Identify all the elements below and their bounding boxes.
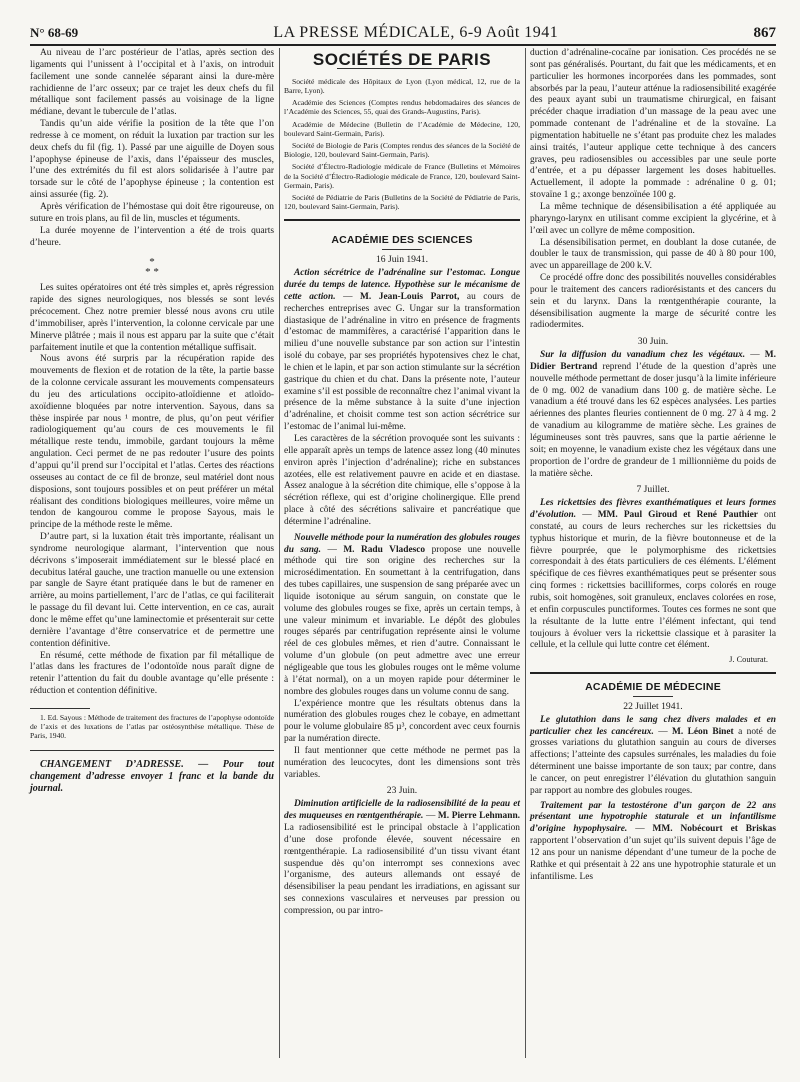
session-date: 16 Juin 1941.: [376, 254, 428, 266]
paragraph: La même technique de désensibilisation a été appliquée au pharyngo-larynx en utilisant comme excipient la glycérine, et à l’œil avec un collyre de même composition.: [530, 201, 776, 236]
column-3: [530, 48, 776, 884]
paragraph: duction d’adrénaline-cocaïne par ionisation. Ces procédés ne se sont pas généralisés. Pourtant, du fait que les médicaments, et en particulier les hormones incorporées dans les pommades, sont absorbés par la peau, l’auteur atténue la radiosensibilité exagérée des peaux ayant subi un traumatisme chirurgical, en faisant précéder chaque irradiation d’un massage de la peau avec une pommade contenant de l’adrénaline et de la stovaïne. La pigmentation habituelle ne s’étant pas produite chez les malades ainsi traités, l’auteur applique cette technique à des cancers graves, peu radiosensibles ou accessibles par une seule porte d’entrée, et a pu dépasser largement les doses habituelles. Actuellement, il adopte la pommade : adrénaline 0 g. 01; stovaïne 1 g.; axonge benzoïnée 100 g.: [530, 48, 776, 201]
divider: [530, 672, 776, 674]
article-subject: Action sécrétrice de l’adrénaline sur l’estomac. Longue durée du temps de latence. Hypothèse sur le mécanisme de cette action.: [284, 268, 520, 302]
article-author: M. Didier Bertrand: [530, 350, 776, 372]
paragraph: Les suites opératoires ont été très simples et, après régression rapide des signes neurologiques, nos blessés se sont levés précocement. Chez notre premier blessé nous avons cru utile d’immobiliser, après l’intervention, la colonne cervicale par une Minerve plâtrée ; mais il nous est apparu par la suite que c’était parfaitement inutile et que la contention métallique suffisait.: [30, 283, 274, 353]
column-divider: [279, 48, 280, 1058]
article-author: MM. Paul Giroud et René Pauthier: [597, 510, 758, 521]
paragraph: La durée moyenne de l’intervention a été de trois quarts d’heure.: [30, 225, 274, 248]
article-author: M. Pierre Lehmann.: [437, 811, 521, 822]
article-author: M. Léon Binet: [672, 726, 734, 737]
divider: [633, 696, 673, 697]
paragraph: Nous avons été surpris par la récupération rapide des mouvements de flexion et de rotation de la tête, la partie basse de la colonne cervicale assurant les mouvements compensateurs du jeu des articulations occipito-atloïdienne et atloïdo-axoïdienne bloquées par notre intervention. Sayous, dans sa thèse inspirée par nous ¹ montre, de plus, qu’on peut vérifier radiologiquement qu’au cours de ces mouvements le fil métallique reste tendu, immobile, gardant toujours la même angulation. Ceci permet de ne pas redouter l’usure des points d’appui qu’il prend sur l’occipital et l’atlas. Certes des réactions osseuses au contact de ce fil de bronze, seul matériel dont nous disposions, sont toujours possibles et on peut préférer un métal réalisant des conditions biologiques meilleures, voire même un tendon de kangourou comme le propose Sayous, mais le principe de la méthode reste le même.: [30, 354, 274, 531]
divider: [284, 219, 520, 221]
paragraph: Il faut mentionner que cette méthode ne permet pas la numération des leucocytes, dont les dimensions sont très variables.: [284, 745, 520, 780]
column-1: [30, 48, 274, 795]
article: Le glutathion dans le sang chez divers malades et en particulier chez les cancéreux. — M. Léon Binet a noté de grosses variations du glutathion sanguin au cours de diverses affections; l’atteinte des capsules surrénales, les maladies du foie déterminent une baisse importante de son taux; par contre, dans le cancer, on peut enregistrer l’élévation du glutathion sanguin par rapport au nombre des globules rouges.: [530, 714, 777, 796]
article-subject: Les rickettsies des fièvres exanthématiques et leurs formes d’évolution.: [530, 498, 776, 521]
article-author: M. Radu Vladesco: [343, 544, 426, 555]
article-subject: Nouvelle méthode pour la numération des globules rouges du sang.: [284, 532, 520, 555]
article: Nouvelle méthode pour la numération des globules rouges du sang. — M. Radu Vladesco propose une nouvelle méthode qui tire son origine des recherches sur la microsédimentation. En soumettant à la centrifugation, dans des tubes capillaires, une suspension de sang préparée avec un liquide isotonique au sérum sanguin, on constate que le volume des globules rouges se fixe, après un certain temps, à une valeur minimum et invariable. Le dépôt des globules rouges séparés par centrifugation représente ainsi le volume réel de ces globules mêmes, et rien d’autre. Connaissant le volume d’un globule (on peut admettre avec une erreur négligeable que tous les globules rouges ont le même volume à l’état normal), on a un moyen rapide pour déterminer le nombre des globules rouges dans un volume connu de sang.: [284, 532, 521, 697]
article-subject: Sur la diffusion du vanadium chez les végétaux.: [540, 350, 746, 361]
societies-title: SOCIÉTÉS DE PARIS: [312, 50, 492, 69]
session-date: 7 Juillet.: [636, 484, 670, 496]
section-title: ACADÉMIE DE MÉDECINE: [585, 681, 721, 694]
paragraph: Ce procédé offre donc des possibilités nouvelles considérables pour le traitement des cancers radiorésistants et des cancers du sein et du larynx. Dans la rœntgenthérapie courante, la désensibilisation augmente la marge de sécurité contre les radiodermites.: [530, 273, 776, 331]
section-stars: * * *: [145, 256, 159, 279]
paragraph: Au niveau de l’arc postérieur de l’atlas, après section des ligaments qui l’unissent à l’occipital et à l’axis, on introduit facilement une sonde cannelée séparant ainsi la dure-mère rachidienne de l’arc osseux; par ce trajet les deux chefs du fil métallique sont facilement passés au voisinage de la ligne médiane, devant le tubercule de l’atlas.: [30, 48, 274, 118]
list-item: Société médicale des Hôpitaux de Lyon (Lyon médical, 12, rue de la Barre, Lyon).: [284, 76, 520, 96]
article: Diminution artificielle de la radiosensibilité de la peau et des muqueuses en rœntgenthérapie. — M. Pierre Lehmann. La radiosensibilité est le principal obstacle à l’application d’une dose profonde élevée, souvent nécessaire en rœntgenthérapie. La radiosensibilité d’un tissu vivant étant suspendue dès qu’on interrompt ses connexions avec l’organisme, des auteurs allemands ont essayé de désensibiliser la peau pendant les irradiations, en agissant sur ses connexions vasculaires et nerveuses par pression ou compression, ou par intro-: [284, 799, 521, 916]
footnote-rule: [30, 708, 90, 709]
article-text: propose une nouvelle méthode qui tire son origine des recherches sur la microsédimentation. En soumettant à la centrifugation, dans des tubes capillaires, une suspension de sang préparée avec un liquide isotonique au sérum sanguin, on constate que le volume des globules rouges se fixe, après un certain temps, à une valeur minimum et invariable. Le dépôt des globules rouges séparés par centrifugation représente ainsi le volume réel de ces globules mêmes, et rien d’autre. Connaissant le volume d’un globule (on peut admettre avec une erreur négligeable que tous les globules rouges ont le même volume à l’état normal), on a un moyen rapide pour déterminer le nombre des globules rouges dans un volume connu de sang.: [284, 544, 521, 697]
article: Action sécrétrice de l’adrénaline sur l’estomac. Longue durée du temps de latence. Hypothèse sur le mécanisme de cette action. — M. Jean-Louis Parrot, au cours de recherches entreprises avec G. Ungar sur la transformation diastasique de l’adrénaline in vitro en présence de fragments d’estomac de mammifères, a caractérisé l’apparition dans le milieu d’une nouvelle substance par son action sur l’intestin isolé du cobaye, par ses propriétés hypotensives chez le chat, le chien et le lapin, et par son action stimulante sur la sécrétion gastrique du chien et du chat. Dans la présente note, l’auteur examine s’il est possible de reconnaître chez l’animal vivant la présence de la même substance à la suite d’une injection d’adrénaline, et choisit comme test son action sécrétrice sur l’estomac de l’animal lui-même.: [284, 268, 521, 433]
issue-number: N° 68-69: [30, 25, 79, 40]
page-number: 867: [753, 25, 776, 41]
article-text: ont constaté, au cours de leurs recherches sur les rickettsies du typhus historique et murin, de la fièvre boutonneuse et de la fièvre pourprée, que le polymorphisme des rickettsies correspondait à des états particuliers de ces éléments. L’élément spécifique de ces fièvres exanthématiques peut se présenter sous cinq formes : rickettsies bacilliformes, corps colorés en rouge rubis, soit homogènes, soit granuleux, enclaves colorées en rose, et enfin corpuscules punctiformes. Toutes ces formes ne sont que la résultante de la lutte entre l’élément infectant, qui tend toujours à évoluer vers la rickettsie classique et à parasiter la cellule, et la cellule qui lutte contre cet élément.: [530, 510, 777, 651]
paragraph: Après vérification de l’hémostase qui doit être rigoureuse, on suture en trois plans, au fil de lin, muscles et téguments.: [30, 201, 274, 224]
article-text: La radiosensibilité est le principal obstacle à l’application d’une dose profonde élevée, souvent nécessaire en rœntgenthérapie. La radiosensibilité d’un tissu vivant étant suspendue dès qu’on interrompt ses connexions avec l’organisme, des auteurs allemands ont essayé de désensibiliser la peau pendant les irradiations, en agissant sur ses connexions vasculaires et nerveuses par pression ou compression, ou par intro-: [284, 822, 520, 916]
article-text: reprend l’étude de la question d’après une nouvelle méthode permettant de doser jusqu’à la limite inférieure de 0 mg. 002 de vanadium dans 100 g. de matière sèche. Le vanadium a été trouvé dans les 62 espèces analysées. Les parties aériennes des plantes fleuries contiennent de 0 mg. 27 à 4 mg. 2 de vanadium au kilogramme de matière sèche. Les graines de légumineuses sont très pauvres, sans que la partie aérienne le soit; en moyenne, le vanadium existe chez les végétaux dans une proportion de l’ordre de grandeur de 1 millionnième du poids de la matière sèche.: [530, 361, 776, 479]
list-item: Société d’Électro-Radiologie médicale de France (Bulletins et Mémoires de la Société d’Électro-Radiologie médicale de France, 120, boulevard Saint-Germain, Paris).: [284, 162, 520, 190]
article: Les rickettsies des fièvres exanthématiques et leurs formes d’évolution. — MM. Paul Giroud et René Pauthier ont constaté, au cours de leurs recherches sur les rickettsies du typhus historique et murin, de la fièvre boutonneuse et de la fièvre pourprée, que le polymorphisme des rickettsies correspondait à des états particuliers de ces éléments. L’élément spécifique de ces fièvres exanthématiques peut se présenter sous cinq formes : rickettsies bacilliformes, corps colorés en rouge rubis, soit homogènes, soit granuleux, enclaves colorées en rose, et enfin corpuscules punctiformes. Toutes ces formes ne sont que la résultante de la lutte entre l’élément infectant, qui tend toujours à évoluer vers la rickettsie classique et à parasiter la cellule, et la cellule qui lutte contre cet élément.: [530, 498, 777, 651]
page-header: [30, 22, 776, 46]
column-divider: [525, 48, 526, 1058]
list-item: Académie de Médecine (Bulletin de l’Académie de Médecine, 120, boulevard Saint-Germain, Paris).: [284, 119, 520, 138]
paragraph: Tandis qu’un aide vérifie la position de la tête que l’on redresse à ce moment, on réduit la luxation par traction sur les deux chefs du fil (fig. 1). Passé par une aiguille de Doyen sous l’apophyse épineuse de l’axis, dans l’épaisseur des muscles, l’une des extrémités du fil est alors solidarisée à l’autre par torsade sur le côté de l’apophyse épineuse ; la contention est ainsi assurée (fig. 2).: [30, 119, 274, 201]
list-item: Académie des Sciences (Comptes rendus hebdomadaires des séances de l’Académie des Sciences, 55, quai des Grands-Augustins, Paris).: [284, 98, 520, 117]
article-subject: Traitement par la testostérone d’un garçon de 22 ans présentant une hypotrophie staturale et un infantilisme d’origine hypophysaire.: [530, 800, 776, 835]
session-date: 30 Juin.: [637, 336, 669, 348]
list-item: Société de Biologie de Paris (Comptes rendus des séances de la Société de Biologie, 120, boulevard Saint-Germain, Paris).: [284, 141, 520, 160]
divider: [30, 750, 274, 751]
signature: J. Couturat.: [729, 655, 768, 665]
session-date: 23 Juin.: [386, 785, 418, 797]
divider: [382, 249, 422, 250]
article-text: au cours de recherches entreprises avec G. Ungar sur la transformation diastasique de l’adrénaline in vitro en présence de fragments d’estomac de mammifères, a caractérisé l’apparition dans le milieu d’une nouvelle substance par son action sur l’intestin isolé du cobaye, par ses propriétés hypotensives chez le chat, le chien et le lapin, et par son action stimulante sur la sécrétion gastrique du chien et du chat. Dans la présente note, l’auteur examine s’il est possible de reconnaître chez l’animal vivant la présence de la même substance à la suite d’une injection d’adrénaline, et choisit comme test son action sécrétrice sur l’estomac de l’animal lui-même.: [284, 291, 521, 433]
societies-list: [284, 77, 520, 212]
journal-title: LA PRESSE MÉDICALE, 6-9 Août 1941: [273, 24, 559, 41]
article-subject: Diminution artificielle de la radiosensibilité de la peau et des muqueuses en rœntgenthérapie.: [284, 799, 520, 822]
article-text: a noté de grosses variations du glutathion sanguin au cours de diverses affections; l’atteinte des capsules surrénales, les maladies du foie déterminent une baisse importante de son taux; par contre, dans le cancer, on peut enregistrer l’élévation du glutathion sanguin par rapport au nombre des globules rouges.: [530, 726, 777, 796]
paragraph: L’expérience montre que les résultats obtenus dans la numération des globules rouges chez le cobaye, en admettant pour le volume globulaire 85 µ³, concordent avec ceux fournis par la numération directe.: [284, 698, 520, 745]
article-subject: Le glutathion dans le sang chez divers malades et en particulier chez les cancéreux.: [530, 714, 776, 737]
footnote: 1. Ed. Sayous : Méthode de traitement des fractures de l’apophyse odontoïde de l’axis et des luxations de l’atlas par ostéosynthèse métallique. Thèse de Paris, 1940.: [30, 712, 274, 740]
article: Sur la diffusion du vanadium chez les végétaux. — M. Didier Bertrand reprend l’étude de la question d’après une nouvelle méthode permettant de doser jusqu’à la limite inférieure de 0 mg. 002 de vanadium dans 100 g. de matière sèche. Le vanadium a été trouvé dans les 62 espèces analysées. Les parties aériennes des plantes fleuries contiennent de 0 mg. 27 à 4 mg. 2 de vanadium au kilogramme de matière sèche. Les graines de légumineuses sont très pauvres, sans que la partie aérienne le soit; en moyenne, le vanadium existe chez les végétaux dans une proportion de l’ordre de grandeur de 1 millionnième du poids de la matière sèche.: [530, 350, 776, 479]
paragraph: D’autre part, si la luxation était très importante, réalisant un syndrome neurologique alarmant, l’intervention que nous décrivons s’imposerait immédiatement sur le blessé placé en decubitus latéral gauche, une traction manuelle ou une extension par sangle de Sayre étant pratiquée dans le but de ramener en arrière, au moins partiellement, l’arc de l’atlas, ce qui faciliterait le passage du fil devant lui. Cette intervention, en ce cas, aurait donc le même effet qu’une laminectomie et présenterait sur cette dernière l’avantage d’être conservatrice et de permettre une contention définitive.: [30, 532, 274, 649]
column-2: [284, 48, 520, 918]
paragraph: En résumé, cette méthode de fixation par fil métallique de l’atlas dans les fractures de l’odontoïde nous paraît digne de retenir l’attention du fait du double avantage qu’elle présente : réduction et contention définitive.: [30, 650, 274, 697]
address-change-notice: CHANGEMENT D’ADRESSE. — Pour tout changement d’adresse envoyer 1 franc et la bande du journal.: [30, 758, 274, 794]
article-author: M. Jean-Louis Parrot,: [360, 291, 460, 302]
session-date: 22 Juillet 1941.: [623, 700, 683, 712]
paragraph: Les caractères de la sécrétion provoquée sont les suivants : elle apparaît après un temps de latence assez long (40 minutes environ après l’injection d’adrénaline); riche en substances azotées, elle est relativement pauvre en acide et en diastase. Assez analogue à la sécrétion dite chimique, elle s’oppose à la sécrétion réflexe, qui est d’origine cholinergique. Elle prend place à côté des sécrétions salivaire et pancréatique que détermine l’adrénaline.: [284, 433, 520, 527]
article: Traitement par la testostérone d’un garçon de 22 ans présentant une hypotrophie staturale et un infantilisme d’origine hypophysaire. — MM. Nobécourt et Briskas rapportent l’observation d’un sujet qu’ils suivent depuis l’âge de 12 ans pour un nanisme dépendant d’une tumeur de la poche de Rathke et qui présentait à 22 ans une hypotrophie staturale et un infantilisme. Les: [530, 800, 777, 882]
article-text: rapportent l’observation d’un sujet qu’ils suivent depuis l’âge de 12 ans pour un nanisme dépendant d’une tumeur de la poche de Rathke et qui présentait à 22 ans une hypotrophie staturale et un infantilisme. Les: [530, 836, 776, 882]
article-author: MM. Nobécourt et Briskas: [652, 824, 777, 835]
list-item: Société de Pédiatrie de Paris (Bulletins de la Société de Pédiatrie de Paris, 120, boulevard Saint-Germain, Paris).: [284, 193, 520, 212]
paragraph: La désensibilisation permet, en doublant la dose cutanée, de doubler le taux de transmission, qui passe de 40 à 80 pour 100, avec un appareillage de 200 k.V.: [530, 237, 776, 272]
section-title: ACADÉMIE DES SCIENCES: [331, 234, 473, 247]
